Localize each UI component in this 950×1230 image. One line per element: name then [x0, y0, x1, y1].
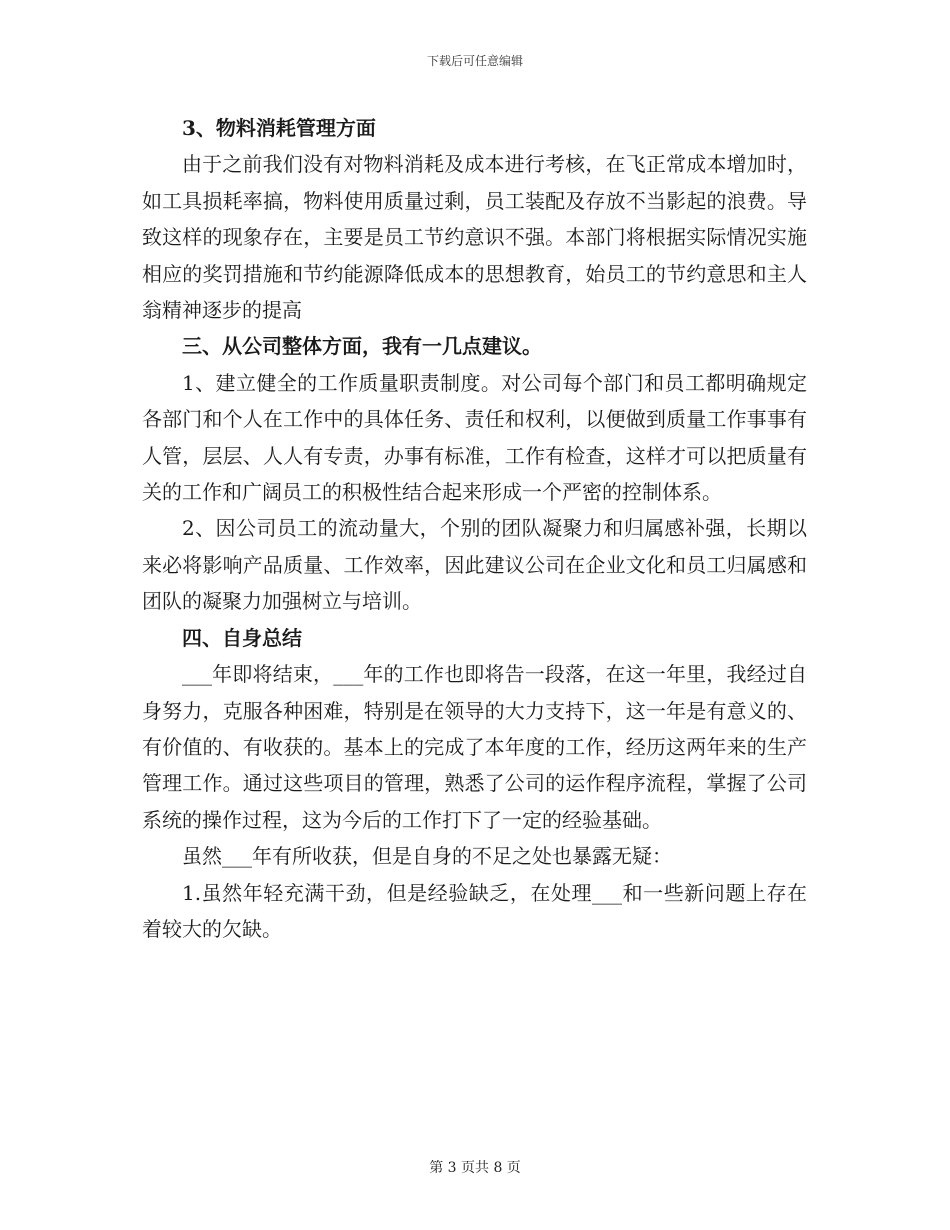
page-footer: 第 3 页共 8 页 — [429, 1160, 521, 1176]
document-body — [142, 110, 807, 947]
page-header: 下载后可任意编辑 — [426, 54, 523, 68]
section-heading-materials: 3、物料消耗管理方面 — [182, 116, 376, 140]
paragraph-suggestion-2: 2、因公司员工的流动量大，个别的团队凝聚力和归属感补强，长期以来必将影响产品质量、工作效率，因此建议公司在企业文化和员工归属感和团队的凝聚力加强树立与培训。 — [142, 516, 807, 614]
paragraph-suggestion-1: 1、建立健全的工作质量职责制度。对公司每个部门和员工都明确规定各部门和个人在工作中的具体任务、责任和权利，以便做到质量工作事事有人管，层层、人人有专责，办事有标准，工作有检查，这样才可以把质量有关的工作和广阔员工的积极性结合起来形成一个严密的控制体系。 — [142, 370, 807, 505]
paragraph-shortcoming-1: 1.虽然年轻充满干劲，但是经验缺乏，在处理___和一些新问题上存在着较大的欠缺。 — [142, 880, 807, 941]
section-heading-self-summary: 四、自身总结 — [182, 625, 302, 650]
paragraph-shortcomings-intro: 虽然___年有所收获，但是自身的不足之处也暴露无疑： — [182, 844, 672, 869]
paragraph-materials: 由于之前我们没有对物料消耗及成本进行考核，在飞正常成本增加时，如工具损耗率搞，物料使用质量过剩，员工装配及存放不当影起的浪费。导致这样的现象存在，主要是员工节约意识不强。本部门将根据实际情况实施相应的奖罚措施和节约能源降低成本的思想教育，始员工的节约意思和主人翁精神逐步的提高 — [142, 152, 807, 323]
section-heading-suggestions: 三、从公司整体方面，我有一几点建议。 — [182, 334, 542, 359]
paragraph-self-summary: ___年即将结束，___年的工作也即将告一段落，在这一年里，我经过自身努力，克服各种困难，特别是在领导的大力支持下，这一年是有意义的、有价值的、有收获的。基本上的完成了本年度的工作，经历这两年来的生产管理工作。通过这些项目的管理，熟悉了公司的运作程序流程，掌握了公司系统的操作过程，这为今后的工作打下了一定的经验基础。 — [142, 662, 807, 832]
